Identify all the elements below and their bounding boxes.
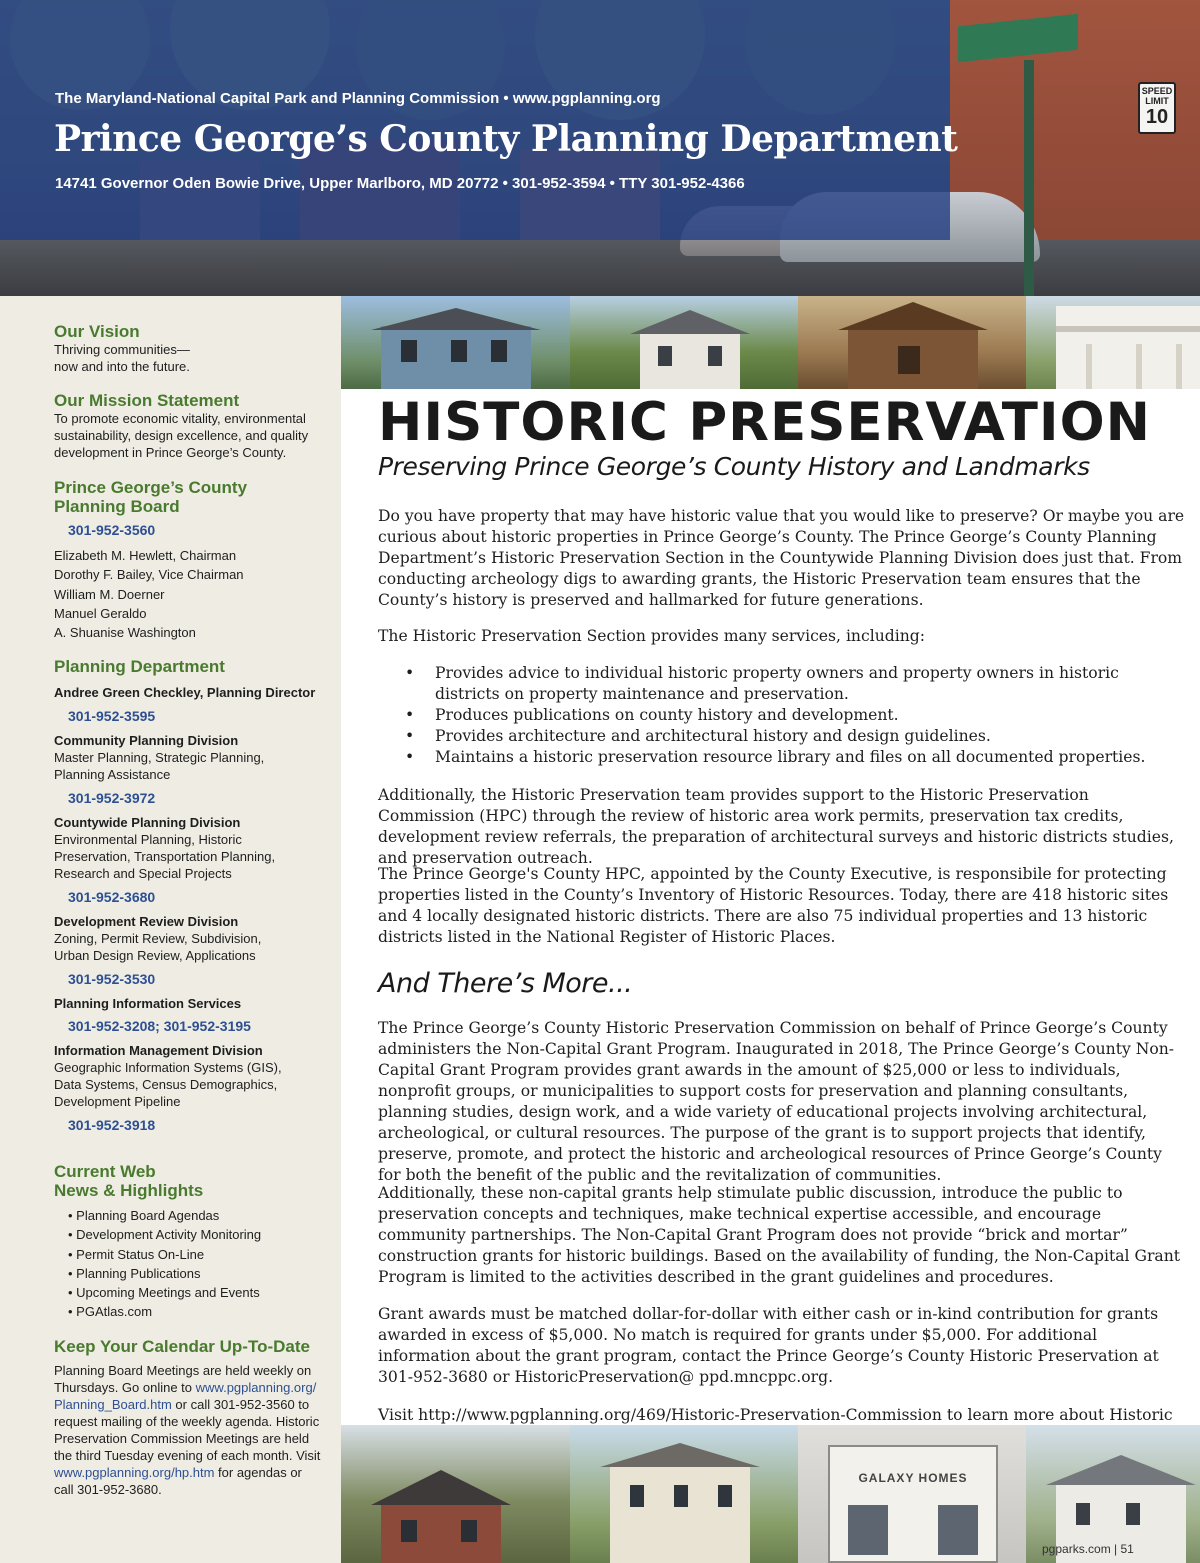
- news-item[interactable]: • PGAtlas.com: [68, 1304, 153, 1320]
- address-line: 14741 Governor Oden Bowie Drive, Upper Marlboro, MD 20772 • 301-952-3594 • TTY 301-952-4366: [55, 175, 745, 192]
- news-item[interactable]: • Permit Status On-Line: [68, 1246, 205, 1262]
- division-line: Planning Assistance: [54, 767, 171, 782]
- services-list: [405, 663, 1185, 768]
- grant-paragraph: [378, 1018, 1186, 1186]
- hpc-text: The Prince George's County HPC, appointed by the County Executive, is responsibile for protecting properties listed in the County’s Inventory of Historic Resources. Today, there are 418 historic sites and 4 locally designated historic districts. There are also 75 individual properties and 13 historic districts listed in the National Register of Historic Places.: [378, 865, 1169, 946]
- department-title: Prince George’s County Planning Department: [54, 118, 958, 160]
- intro-paragraph: [378, 506, 1186, 611]
- services-intro: [378, 626, 1186, 647]
- mission-section: [54, 391, 334, 461]
- division-line: Environmental Planning, Historic: [54, 832, 242, 847]
- hpc-paragraph: [378, 864, 1186, 948]
- house-photo-2: [570, 296, 798, 389]
- planning-department-section: [54, 657, 334, 1134]
- division-name: Community Planning Division: [54, 733, 239, 748]
- department-heading: Planning Department: [54, 657, 225, 676]
- house-photo-1: [341, 296, 570, 389]
- galaxy-homes-sign: GALAXY HOMES: [858, 1471, 968, 1485]
- planning-board-link[interactable]: Planning_Board.htm: [54, 1397, 172, 1412]
- vision-text-1: Thriving communities—: [54, 342, 190, 357]
- news-item[interactable]: • Planning Publications: [68, 1265, 201, 1281]
- house-photo-6: [570, 1425, 798, 1563]
- calendar-text: for agendas or: [214, 1465, 302, 1480]
- calendar-line: [54, 1396, 334, 1413]
- division-line: Urban Design Review, Applications: [54, 948, 256, 963]
- board-heading-2: Planning Board: [54, 497, 180, 516]
- news-section: [54, 1162, 334, 1322]
- board-heading-1: Prince George’s County: [54, 478, 248, 497]
- org-line: The Maryland-National Capital Park and Planning Commission • www.pgplanning.org: [55, 90, 661, 107]
- board-member: Elizabeth M. Hewlett, Chairman: [54, 548, 237, 563]
- calendar-line: the third Tuesday evening of each month. Visit: [54, 1448, 321, 1463]
- vision-section: [54, 322, 334, 375]
- division-phone: 301-952-3918: [68, 1117, 156, 1133]
- match-text: Grant awards must be matched dollar-for-dollar with either cash or in-kind contribution for grants awarded in excess of $5,000. No match is required for grants under $5,000. For additional information about the grant program, contact the Prince George’s County Historic Preservation at 301-952-3680 or HistoricPreservation@ ppd.mncppc.org.: [378, 1305, 1159, 1386]
- division-phone: 301-952-3530: [68, 971, 156, 987]
- board-member: William M. Doerner: [54, 586, 165, 602]
- news-item[interactable]: • Development Activity Monitoring: [68, 1227, 262, 1243]
- more-heading: And There’s More...: [378, 968, 633, 999]
- lamp-post: [1010, 0, 1050, 296]
- director-phone: 301-952-3595: [68, 708, 156, 724]
- grant2-text: Additionally, these non-capital grants help stimulate public discussion, introduce the public to preservation concepts and techniques, make technical expertise accessible, and encourage community partnerships. The Non-Capital Grant Program does not provide “brick and mortar” construction grants for historic buildings. Based on the availability of funding, the Non-Capital Grant Program is limited to the activities described in the grant guidelines and procedures.: [378, 1184, 1181, 1286]
- division-line: Preservation, Transportation Planning,: [54, 849, 276, 864]
- director-name: Andree Green Checkley, Planning Director: [54, 685, 316, 700]
- calendar-text: or call 301-952-3560 to: [171, 1397, 310, 1412]
- mission-line: development in Prince George’s County.: [54, 445, 287, 460]
- calendar-line: [54, 1379, 334, 1396]
- news-heading-2: News & Highlights: [54, 1181, 204, 1200]
- visit-text[interactable]: Visit http://www.pgplanning.org/469/Historic-Preservation-Commission to learn more about Historic: [378, 1406, 1173, 1424]
- board-member: Dorothy F. Bailey, Vice Chairman: [54, 567, 244, 583]
- division-line: Geographic Information Systems (GIS),: [54, 1060, 282, 1075]
- division-name: Planning Information Services: [54, 996, 242, 1011]
- division-phone: 301-952-3972: [68, 790, 156, 806]
- division-name: Countywide Planning Division: [54, 815, 241, 830]
- service-item: • Provides architecture and architectural history and design guidelines.: [405, 726, 1185, 747]
- division-phone: 301-952-3680: [68, 889, 156, 905]
- vision-text-2: now and into the future.: [54, 359, 190, 374]
- service-item: • Produces publications on county history and development.: [405, 705, 1185, 726]
- page-subtitle: Preserving Prince George’s County History and Landmarks: [378, 452, 1090, 481]
- speed-limit-sign: [1138, 82, 1176, 134]
- division-line: Development Pipeline: [54, 1094, 181, 1109]
- calendar-heading: Keep Your Calendar Up-To-Date: [54, 1337, 310, 1356]
- mission-line: sustainability, design excellence, and quality: [54, 428, 309, 443]
- mission-heading: Our Mission Statement: [54, 391, 240, 410]
- page-title: HISTORIC PRESERVATION: [378, 392, 1151, 453]
- division-line: Master Planning, Strategic Planning,: [54, 750, 265, 765]
- calendar-text: Thursdays. Go online to: [54, 1380, 196, 1395]
- house-photo-3: [798, 296, 1026, 389]
- header-banner: [0, 0, 1200, 296]
- calendar-line: [54, 1464, 334, 1481]
- grant2-paragraph: [378, 1183, 1186, 1288]
- galaxy-homes-photo: [798, 1425, 1026, 1563]
- division-line: Data Systems, Census Demographics,: [54, 1077, 278, 1092]
- news-item[interactable]: • Planning Board Agendas: [68, 1208, 220, 1223]
- calendar-line: request mailing of the weekly agenda. Historic: [54, 1414, 320, 1429]
- house-photo-5: [341, 1425, 570, 1563]
- board-member: A. Shuanise Washington: [54, 625, 196, 641]
- planning-board-link[interactable]: www.pgplanning.org/: [195, 1380, 317, 1395]
- service-item: • Provides advice to individual historic property owners and property owners in historic districts on property maintenance and preservation.: [405, 663, 1185, 705]
- news-item[interactable]: • Upcoming Meetings and Events: [68, 1285, 260, 1301]
- news-heading-1: Current Web: [54, 1162, 156, 1181]
- vision-heading: Our Vision: [54, 322, 140, 341]
- speed-limit-value: 10: [1145, 106, 1169, 128]
- hp-link[interactable]: www.pgplanning.org/hp.htm: [54, 1465, 215, 1480]
- intro-text: Do you have property that may have historic value that you would like to preserve? Or maybe you are curious about historic properties in Prince George’s County. The Prince George’s County Planning Department’s Historic Preservation Section in the Countywide Planning Division does just that. From conducting archeology digs to awarding grants, the Historic Preservation team ensures that the County’s history is preserved and hallmarked for future generations.: [378, 507, 1185, 609]
- mission-line: To promote economic vitality, environmental: [54, 411, 306, 426]
- grant-text: The Prince George’s County Historic Preservation Commission on behalf of Prince George’s County administers the Non-Capital Grant Program. Inaugurated in 2018, The Prince George’s County Non-Capital Grant Program provides grant awards in the amount of $25,000 or less to individuals, nonprofit groups, or municipalities to support costs for preservation and planning consultants, planning studies, design work, and a wide variety of educational projects involving architectural, archeological, or cultural resources. The purpose of the grant is to support projects that identify, preserve, promote, and protect the historic and archeological resources of Prince George’s County for both the benefit of the public and the revitalization of communities.: [378, 1019, 1175, 1184]
- support-paragraph: [378, 785, 1186, 869]
- calendar-line: Preservation Commission Meetings are held: [54, 1431, 310, 1446]
- match-paragraph: [378, 1304, 1186, 1388]
- division-line: Zoning, Permit Review, Subdivision,: [54, 931, 262, 946]
- house-photo-4: [1026, 296, 1200, 389]
- calendar-line: Planning Board Meetings are held weekly on: [54, 1363, 312, 1378]
- page-credit: pgparks.com | 51: [1042, 1542, 1134, 1556]
- calendar-line: call 301-952-3680.: [54, 1482, 162, 1497]
- division-line: Research and Special Projects: [54, 866, 232, 881]
- board-phone: 301-952-3560: [68, 522, 156, 538]
- calendar-section: [54, 1337, 334, 1498]
- services-intro-text: The Historic Preservation Section provides many services, including:: [378, 627, 925, 645]
- board-member: Manuel Geraldo: [54, 605, 147, 621]
- planning-board-section: [54, 478, 334, 642]
- division-phone: 301-952-3208; 301-952-3195: [68, 1018, 251, 1034]
- support-text: Additionally, the Historic Preservation team provides support to the Historic Preservation Commission (HPC) through the review of historic area work permits, preservation tax credits, development review referrals, the preparation of architectural surveys and historic districts studies, and preservation outreach.: [378, 786, 1174, 867]
- service-item: • Maintains a historic preservation resource library and files on all documented properties.: [405, 747, 1185, 768]
- division-name: Information Management Division: [54, 1043, 263, 1058]
- speed-limit-label: SPEED LIMIT: [1141, 86, 1173, 106]
- division-name: Development Review Division: [54, 914, 239, 929]
